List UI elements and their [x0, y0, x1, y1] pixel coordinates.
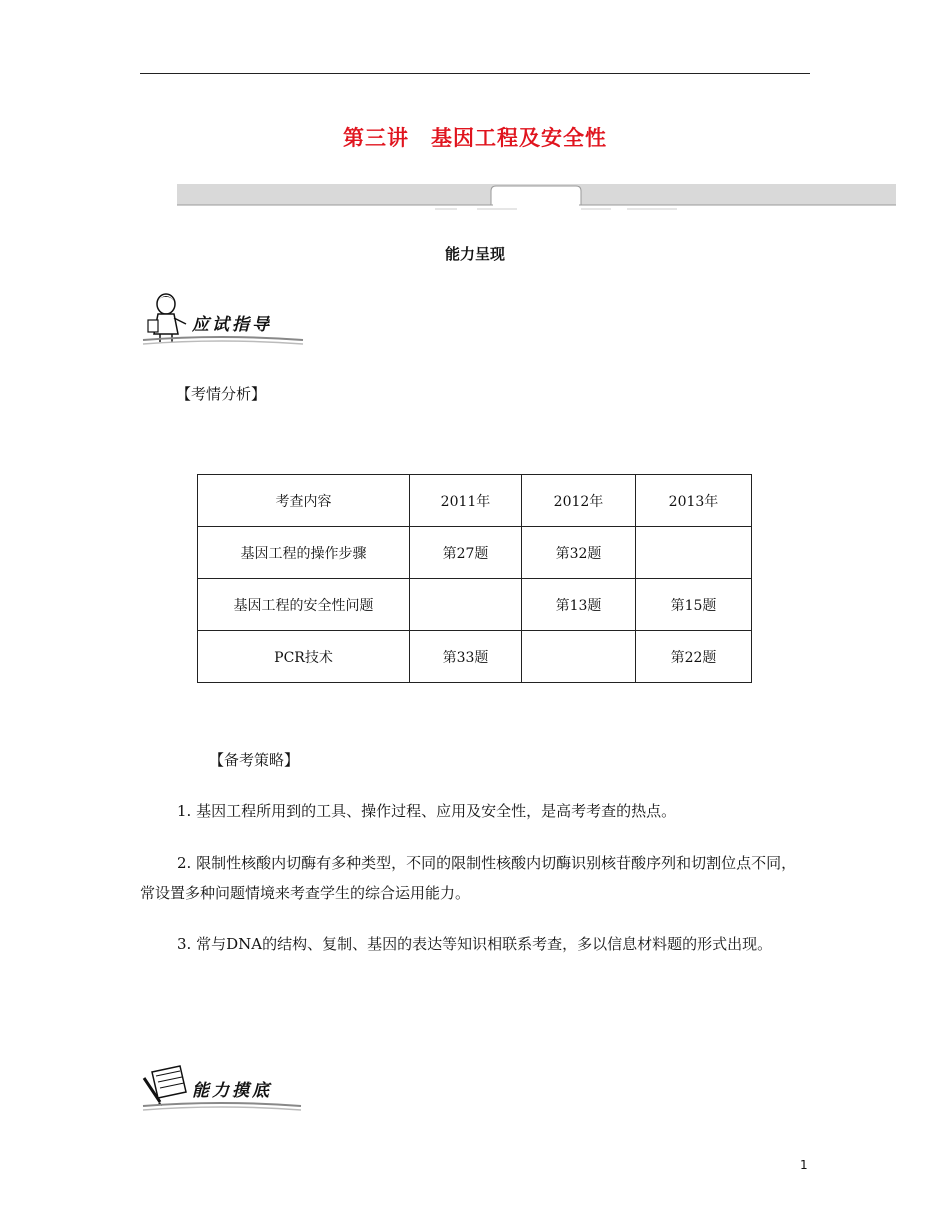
table-header-cell: 2012年: [522, 475, 636, 527]
table-header-cell: 2011年: [410, 475, 522, 527]
strategy-point-1: 1. 基因工程所用到的工具、操作过程、应用及安全性，是高考考查的热点。: [177, 802, 677, 820]
table-cell: 基因工程的操作步骤: [198, 527, 410, 579]
table-cell: 第15题: [636, 579, 752, 631]
section-subtitle: 能力呈现: [444, 245, 505, 263]
table-cell: 基因工程的安全性问题: [198, 579, 410, 631]
table-cell: 第13题: [522, 579, 636, 631]
table-row: [198, 579, 752, 631]
table-cell: 第22题: [636, 631, 752, 683]
table-header-cell: 2013年: [636, 475, 752, 527]
analysis-heading: 【考情分析】: [176, 385, 267, 403]
badge-label: 应试指导: [192, 315, 272, 335]
badge-label: 能力摸底: [192, 1081, 272, 1101]
table-cell: 第33题: [410, 631, 522, 683]
header-rule: [140, 73, 810, 74]
strategy-point-2: 2. 限制性核酸内切酶有多种类型，不同的限制性核酸内切酶识别核苷酸序列和切割位点不同，常设置多种问题情境来考查学生的综合运用能力。: [140, 854, 797, 902]
table-cell: PCR技术: [198, 631, 410, 683]
table-cell: [410, 579, 522, 631]
table-cell: 第27题: [410, 527, 522, 579]
strategy-heading: 【备考策略】: [209, 751, 300, 769]
page-number: 1: [800, 1158, 808, 1172]
title-banner: [177, 184, 896, 210]
table-row: [198, 631, 752, 683]
exam-guide-badge: [140, 290, 305, 350]
table-row: [198, 527, 752, 579]
table-cell: [522, 631, 636, 683]
exam-analysis-table: [197, 474, 752, 683]
table-cell: [636, 527, 752, 579]
table-header-row: [198, 475, 752, 527]
page-title: 第三讲 基因工程及安全性: [343, 126, 607, 150]
table-header-cell: 考查内容: [198, 475, 410, 527]
ability-check-badge: [140, 1058, 305, 1118]
table-cell: 第32题: [522, 527, 636, 579]
strategy-point-3: 3. 常与DNA的结构、复制、基因的表达等知识相联系考查，多以信息材料题的形式出现。: [177, 935, 773, 953]
